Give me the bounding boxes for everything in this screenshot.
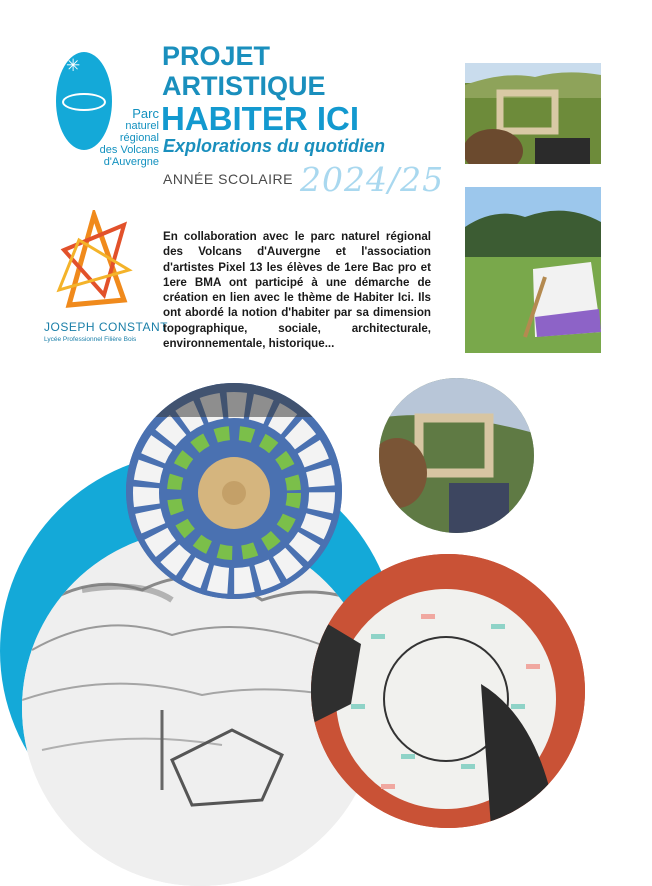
photo-landscape-frame [465, 63, 601, 164]
star-icon: ✳ [66, 56, 81, 75]
photo-framing-landscape [379, 378, 534, 533]
parc-line2: naturel [125, 120, 159, 132]
school-name: JOSEPH CONSTANT [44, 320, 168, 334]
school-year-label: ANNÉE SCOLAIRE [163, 171, 293, 187]
school-year: 2024/25 [300, 160, 445, 199]
photo-mandala-floor [126, 383, 342, 599]
parc-line5: d'Auvergne [103, 156, 159, 168]
parc-line1: Parc [132, 106, 159, 121]
title-line2: ARTISTIQUE [162, 71, 326, 101]
school-subtitle: Lycée Professionnel Filière Bois [44, 336, 137, 343]
parc-line3: régional [119, 132, 159, 144]
intro-paragraph: En collaboration avec le parc naturel régional des Volcans d'Auvergne et l'association d'artistes Pixel 13 les élèves de 1ere Bac pro et 1ere BMA ont participé à une démarche de création en lien avec le thème de Habiter Ici. Ils ont abordé la notion d'habiter par sa dimension topographique, sociale, architecturale, environnementale, historique... [163, 230, 431, 351]
title-line1: PROJET [162, 41, 271, 71]
subtitle: Explorations du quotidien [163, 136, 385, 156]
photo-group-drawing [311, 554, 585, 828]
main-title: HABITER ICI [161, 100, 359, 137]
photo-easel-field [465, 187, 601, 353]
school-logo-icon [44, 210, 144, 310]
parc-logo-text [97, 108, 159, 168]
parc-line4: des Volcans [99, 144, 159, 156]
